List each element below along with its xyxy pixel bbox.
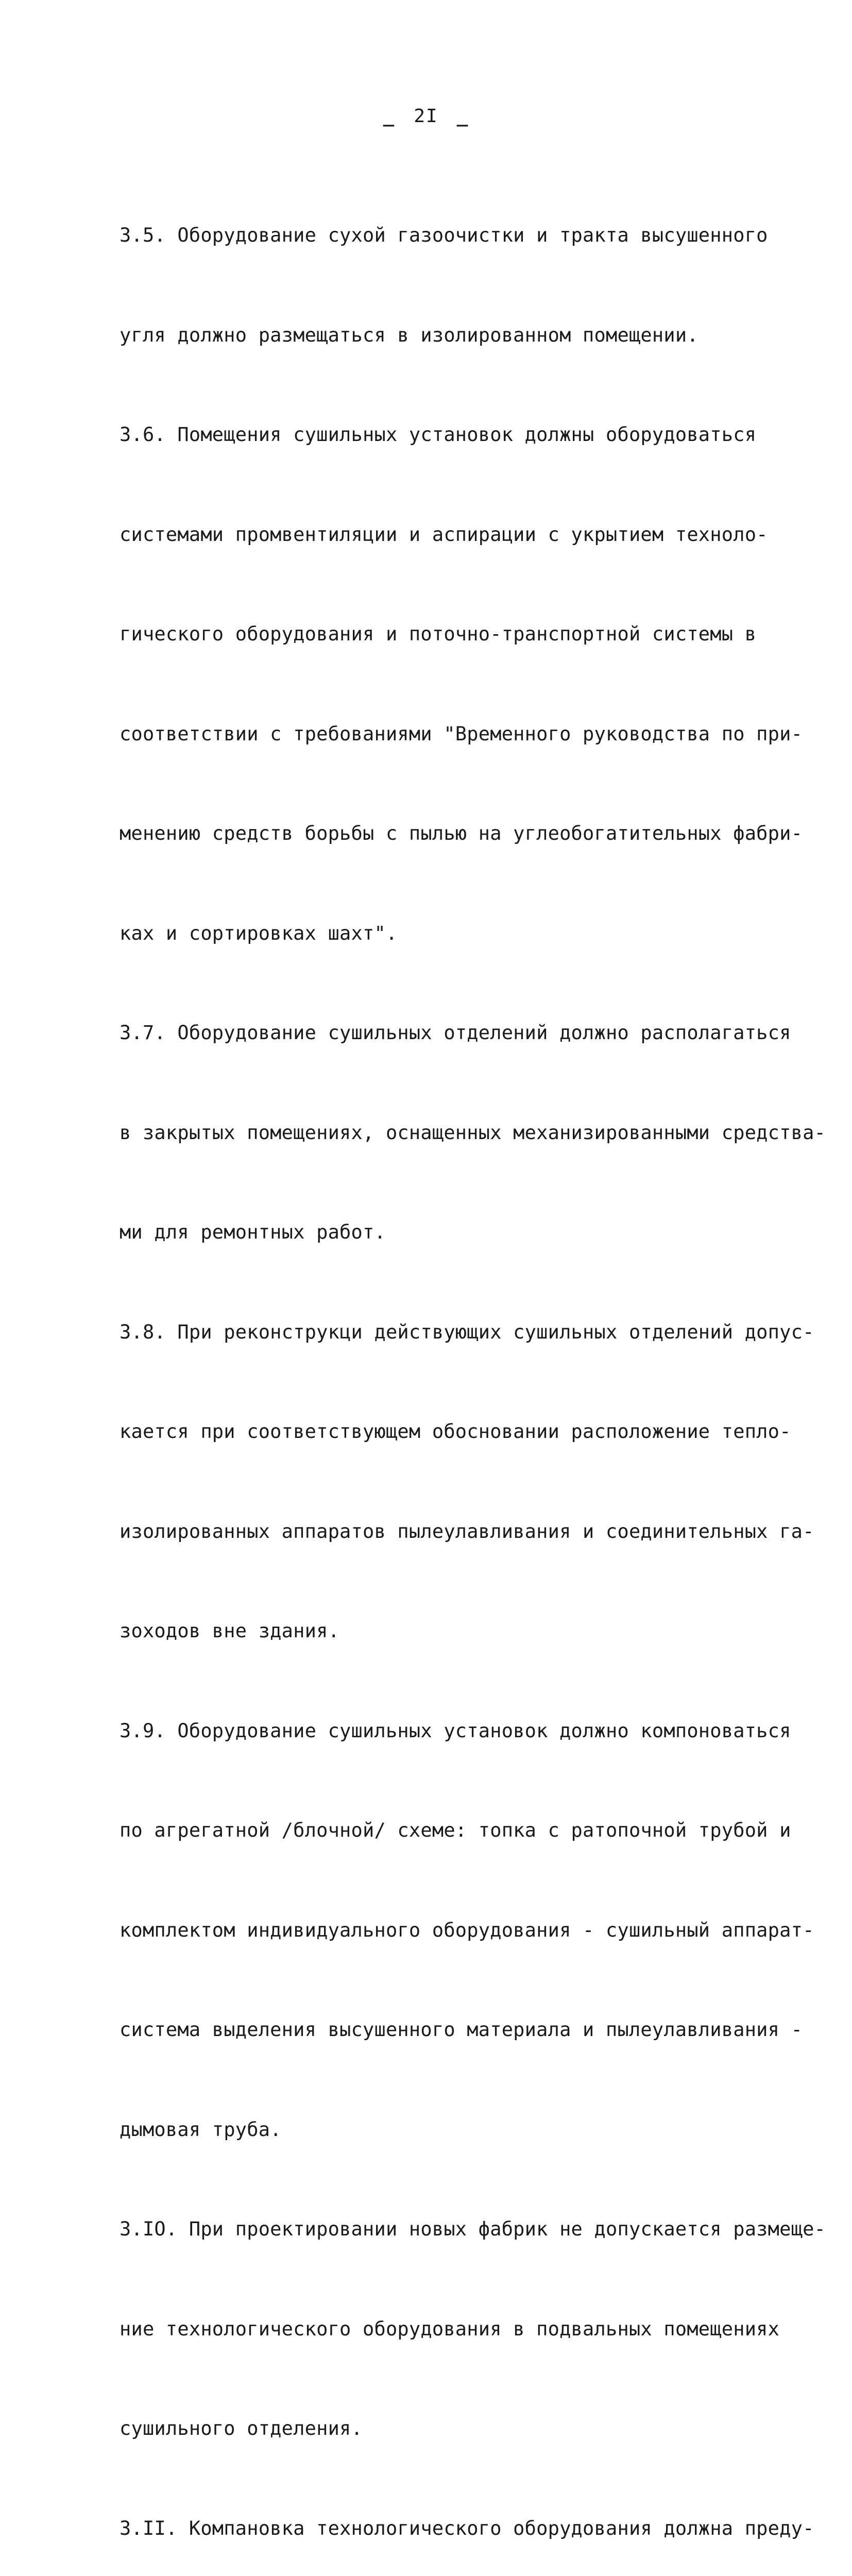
text-line: сушильного отделения.	[120, 2417, 363, 2439]
text-line: 3.IO. При проектировании новых фабрик не допускается размеще-	[120, 2218, 826, 2240]
page-number-dash-right: _	[456, 106, 469, 127]
page-number	[0, 106, 852, 127]
text-line: кается при соответствующем обосновании расположение тепло-	[120, 1420, 791, 1443]
text-line: соответствии с требованиями "Временного руководства по при-	[120, 722, 803, 745]
text-line: менению средств борьбы с пылью на углеобогатительных фабри-	[120, 822, 803, 844]
text-line: 3.9. Оборудование сушильных установок должно компоноваться	[120, 1719, 791, 1742]
body-text	[120, 152, 826, 2576]
text-line: 3.6. Помещения сушильных установок должны оборудоваться	[120, 423, 757, 446]
text-line: зоходов вне здания.	[120, 1620, 340, 1642]
text-line: ми для ремонтных работ.	[120, 1221, 386, 1243]
text-line: по агрегатной /блочной/ схеме: топка с ратопочной трубой и	[120, 1819, 791, 1841]
text-line: комплектом индивидуального оборудования - сушильный аппарат-	[120, 1919, 814, 1941]
text-line: гического оборудования и поточно-транспортной системы в	[120, 623, 757, 645]
text-line: 3.II. Компановка технологического оборудования должна преду-	[120, 2517, 814, 2539]
text-line: система выделения высушенного материала и пылеулавливания -	[120, 2019, 803, 2041]
text-line: ние технологического оборудования в подвальных помещениях	[120, 2317, 780, 2340]
text-line: ках и сортировках шахт".	[120, 922, 398, 944]
page-number-dash-left: _	[383, 106, 396, 127]
text-line: в закрытых помещениях, оснащенных механизированными средства-	[120, 1121, 826, 1144]
text-line: 3.8. При реконструкци действующих сушильных отделений допус-	[120, 1320, 814, 1343]
text-line: изолированных аппаратов пылеулавливания и соединительных га-	[120, 1520, 814, 1543]
text-line: дымовая труба.	[120, 2118, 282, 2141]
text-line: системами промвентиляции и аспирации с укрытием техноло-	[120, 523, 768, 546]
page-number-value: 2I	[414, 106, 438, 127]
text-line: угля должно размещаться в изолированном помещении.	[120, 324, 698, 346]
text-line: 3.5. Оборудование сухой газоочистки и тракта высушенного	[120, 224, 768, 246]
text-line: 3.7. Оборудование сушильных отделений должно располагаться	[120, 1022, 791, 1044]
